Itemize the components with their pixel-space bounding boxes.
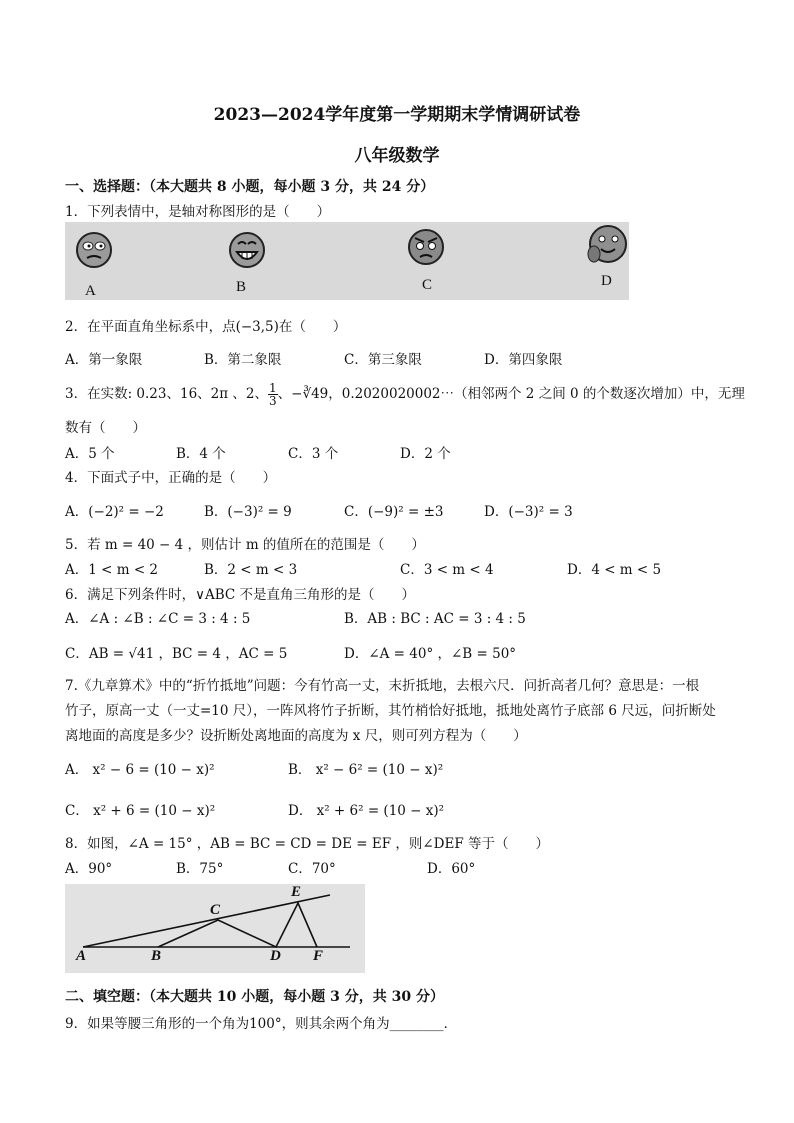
point-label-c: C <box>210 902 221 918</box>
question-7-line-3: 离地面的高度是多少？设折断处离地面的高度为 x 尺，则可列方程为（ ） <box>65 728 527 744</box>
question-8-stem: 8．如图，∠A = 15° ，AB = BC = CD = DE = EF ，则∠DEF 等于（ ） <box>65 836 550 852</box>
q4-option-c: C．(−9)² = ±3 <box>344 504 444 520</box>
q3-stem-part-a: 3．在实数: 0.23、16、2π 、2、 <box>65 386 269 402</box>
emoji-d-icon <box>588 226 626 262</box>
emoji-label-c: C <box>422 277 433 293</box>
q3-option-c: C．3 个 <box>288 446 339 462</box>
q3-stem-part-b: 、−∛49，0.2020020002⋯（相邻两个 2 之间 0 的个数逐次增加）中，无理 <box>277 386 745 402</box>
question-1-stem: 1．下列表情中，是轴对称图形的是（ ） <box>65 204 331 220</box>
question-3-stem <box>65 382 745 407</box>
geometry-figure <box>65 884 365 973</box>
q7-option-c: C． x² + 6 = (10 − x)² <box>65 803 216 819</box>
point-label-a: A <box>76 948 87 964</box>
question-4-stem: 4．下面式子中，正确的是（ ） <box>65 470 277 486</box>
q5-option-d: D．4 < m < 5 <box>567 562 662 578</box>
q4-option-a: A．(−2)² = −2 <box>65 504 164 520</box>
q2-option-b: B．第二象限 <box>204 352 282 368</box>
q6-option-d: D．∠A = 40° ，∠B = 50° <box>344 646 517 662</box>
q8-option-a: A．90° <box>65 861 113 877</box>
question-9-stem: 9．如果等腰三角形的一个角为100°，则其余两个角为________． <box>65 1016 458 1032</box>
q7-option-d: D． x² + 6² = (10 − x)² <box>288 803 445 819</box>
point-label-b: B <box>151 948 162 964</box>
upper-ray <box>83 895 330 947</box>
q2-option-d: D．第四象限 <box>484 352 563 368</box>
exam-title: 2023—2024学年度第一学期期末学情调研试卷 <box>213 105 581 125</box>
question-7-line-1: 7.《九章算术》中的“折竹抵地”问题：今有竹高一丈，末折抵地，去根六尺．问折高者几何？意思是：一根 <box>65 678 700 694</box>
emoji-b-icon <box>230 233 264 267</box>
q6-option-b: B．AB : BC : AC = 3 : 4 : 5 <box>344 611 526 627</box>
q3-fraction <box>268 382 278 407</box>
emoji-a-icon <box>77 233 111 267</box>
emoji-label-d: D <box>601 273 612 289</box>
question-6-stem: 6．满足下列条件时，∨ABC 不是直角三角形的是（ ） <box>65 587 416 603</box>
emoji-c-icon <box>409 230 443 264</box>
point-label-d: D <box>270 948 281 964</box>
q3-option-b: B．4 个 <box>176 446 226 462</box>
emoji-label-a: A <box>85 283 96 299</box>
emoji-faces <box>65 222 629 300</box>
q3-fraction-numerator: 1 <box>269 381 277 395</box>
question-5-stem: 5．若 m = 40 − 4 ，则估计 m 的值所在的范围是（ ） <box>65 537 425 553</box>
q8-option-d: D．60° <box>427 861 476 877</box>
q2-option-c: C．第三象限 <box>344 352 422 368</box>
q2-option-a: A．第一象限 <box>65 352 143 368</box>
q3-fraction-denominator: 3 <box>269 394 277 408</box>
q3-stem-part-c: 数有（ ） <box>65 420 146 436</box>
exam-subtitle: 八年级数学 <box>354 146 440 166</box>
q8-option-c: C．70° <box>288 861 336 877</box>
q5-option-a: A．1 < m < 2 <box>65 562 159 578</box>
q3-option-a: A．5 个 <box>65 446 115 462</box>
emoji-label-b: B <box>236 279 247 295</box>
q4-option-d: D．(−3)² = 3 <box>484 504 573 520</box>
emoji-strip-image <box>65 222 629 300</box>
q4-option-b: B．(−3)² = 9 <box>204 504 292 520</box>
q7-option-a: A． x² − 6 = (10 − x)² <box>65 762 215 778</box>
section-heading-choice: 一、选择题：（本大题共 8 小题，每小题 3 分，共 24 分） <box>65 179 435 195</box>
question-2-stem: 2．在平面直角坐标系中，点(−3,5)在（ ） <box>65 319 347 335</box>
point-label-e: E <box>291 884 302 900</box>
point-label-f: F <box>313 948 324 964</box>
section-heading-fill: 二、填空题：（本大题共 10 小题，每小题 3 分，共 30 分） <box>65 989 444 1005</box>
q8-option-b: B．75° <box>176 861 224 877</box>
q5-option-b: B．2 < m < 3 <box>204 562 298 578</box>
zigzag-segments <box>158 903 317 947</box>
q7-option-b: B． x² − 6² = (10 − x)² <box>288 762 444 778</box>
question-7-line-2: 竹子，原高一丈（一丈=10 尺），一阵风将竹子折断，其竹梢恰好抵地，抵地处离竹子底部 6 尺远，问折断处 <box>65 703 716 719</box>
q6-option-a: A．∠A : ∠B : ∠C = 3 : 4 : 5 <box>65 611 251 627</box>
q3-option-d: D．2 个 <box>400 446 451 462</box>
q5-option-c: C．3 < m < 4 <box>400 562 494 578</box>
q6-option-c: C．AB = √41 ，BC = 4 ，AC = 5 <box>65 646 288 662</box>
